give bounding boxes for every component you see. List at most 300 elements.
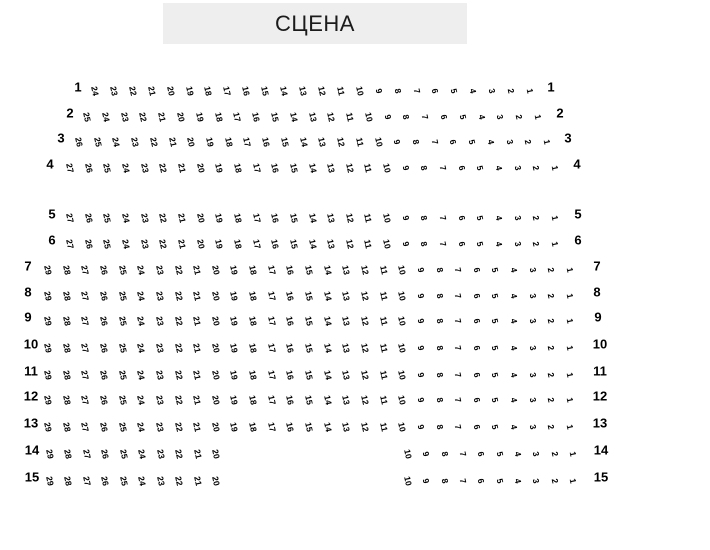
seat[interactable]: 19: [228, 342, 240, 354]
seat[interactable]: 15: [303, 264, 315, 276]
seat[interactable]: 26: [98, 342, 110, 354]
seat[interactable]: 5: [489, 344, 501, 352]
seat[interactable]: 11: [378, 264, 390, 276]
seat[interactable]: 20: [210, 448, 222, 460]
seat[interactable]: 8: [418, 240, 430, 248]
seat[interactable]: 5: [474, 240, 486, 248]
seat[interactable]: 6: [471, 423, 483, 431]
seat[interactable]: 20: [195, 238, 207, 250]
seat[interactable]: 25: [92, 136, 104, 148]
seat[interactable]: 7: [452, 317, 464, 325]
seat[interactable]: 14: [307, 238, 319, 250]
seat[interactable]: 14: [307, 162, 319, 174]
seat[interactable]: 9: [400, 240, 412, 248]
seat[interactable]: 23: [154, 290, 166, 302]
seat[interactable]: 16: [284, 394, 296, 406]
seat[interactable]: 8: [434, 292, 446, 300]
seat[interactable]: 24: [136, 475, 148, 487]
seat[interactable]: 16: [284, 290, 296, 302]
seat[interactable]: 1: [564, 371, 576, 379]
seat[interactable]: 11: [344, 111, 356, 123]
seat[interactable]: 4: [508, 423, 520, 431]
seat[interactable]: 26: [73, 136, 85, 148]
seat[interactable]: 12: [359, 369, 371, 381]
seat[interactable]: 15: [288, 212, 300, 224]
seat[interactable]: 25: [118, 475, 130, 487]
seat[interactable]: 29: [42, 342, 54, 354]
seat[interactable]: 11: [378, 290, 390, 302]
seat[interactable]: 1: [532, 113, 544, 121]
seat[interactable]: 10: [396, 315, 408, 327]
seat[interactable]: 10: [381, 162, 393, 174]
seat[interactable]: 9: [415, 344, 427, 352]
seat[interactable]: 3: [494, 113, 506, 121]
seat[interactable]: 29: [42, 421, 54, 433]
seat[interactable]: 6: [456, 214, 468, 222]
seat[interactable]: 10: [373, 136, 385, 148]
seat[interactable]: 21: [176, 238, 188, 250]
seat[interactable]: 14: [322, 315, 334, 327]
seat[interactable]: 12: [359, 394, 371, 406]
seat[interactable]: 20: [175, 111, 187, 123]
seat[interactable]: 23: [154, 369, 166, 381]
seat[interactable]: 16: [284, 421, 296, 433]
seat[interactable]: 21: [192, 448, 204, 460]
seat[interactable]: 7: [452, 292, 464, 300]
seat[interactable]: 17: [266, 421, 278, 433]
seat[interactable]: 17: [266, 394, 278, 406]
seat[interactable]: 12: [344, 162, 356, 174]
seat[interactable]: 11: [354, 136, 366, 148]
seat[interactable]: 2: [545, 317, 557, 325]
seat[interactable]: 9: [391, 138, 403, 146]
seat[interactable]: 20: [195, 212, 207, 224]
seat[interactable]: 19: [213, 162, 225, 174]
seat[interactable]: 23: [154, 264, 166, 276]
seat[interactable]: 22: [173, 342, 185, 354]
seat[interactable]: 4: [485, 138, 497, 146]
seat[interactable]: 22: [173, 369, 185, 381]
seat[interactable]: 8: [434, 396, 446, 404]
seat[interactable]: 25: [117, 421, 129, 433]
seat[interactable]: 27: [81, 475, 93, 487]
seat[interactable]: 13: [325, 212, 337, 224]
seat[interactable]: 3: [527, 317, 539, 325]
seat[interactable]: 27: [79, 369, 91, 381]
seat[interactable]: 4: [508, 396, 520, 404]
seat[interactable]: 28: [61, 421, 73, 433]
seat[interactable]: 23: [154, 394, 166, 406]
seat[interactable]: 14: [322, 421, 334, 433]
seat[interactable]: 22: [173, 315, 185, 327]
seat[interactable]: 27: [79, 264, 91, 276]
seat[interactable]: 27: [79, 290, 91, 302]
seat[interactable]: 12: [344, 212, 356, 224]
seat[interactable]: 18: [232, 212, 244, 224]
seat[interactable]: 17: [266, 264, 278, 276]
seat[interactable]: 2: [549, 477, 561, 485]
seat[interactable]: 10: [396, 421, 408, 433]
seat[interactable]: 15: [303, 369, 315, 381]
seat[interactable]: 22: [127, 85, 139, 97]
seat[interactable]: 2: [530, 214, 542, 222]
seat[interactable]: 7: [437, 240, 449, 248]
seat[interactable]: 14: [298, 136, 310, 148]
seat[interactable]: 16: [269, 162, 281, 174]
seat[interactable]: 1: [549, 164, 561, 172]
seat[interactable]: 8: [434, 423, 446, 431]
seat[interactable]: 20: [210, 394, 222, 406]
seat[interactable]: 18: [232, 162, 244, 174]
seat[interactable]: 19: [213, 238, 225, 250]
seat[interactable]: 4: [493, 240, 505, 248]
seat[interactable]: 8: [439, 477, 451, 485]
seat[interactable]: 16: [269, 212, 281, 224]
seat[interactable]: 9: [420, 450, 432, 458]
seat[interactable]: 1: [564, 317, 576, 325]
seat[interactable]: 4: [508, 292, 520, 300]
seat[interactable]: 10: [396, 342, 408, 354]
seat[interactable]: 22: [173, 475, 185, 487]
seat[interactable]: 5: [489, 266, 501, 274]
seat[interactable]: 7: [452, 371, 464, 379]
seat[interactable]: 9: [415, 266, 427, 274]
seat[interactable]: 19: [184, 85, 196, 97]
seat[interactable]: 27: [79, 421, 91, 433]
seat[interactable]: 15: [288, 238, 300, 250]
seat[interactable]: 18: [202, 85, 214, 97]
seat[interactable]: 27: [64, 238, 76, 250]
seat[interactable]: 5: [489, 292, 501, 300]
seat[interactable]: 26: [83, 212, 95, 224]
seat[interactable]: 9: [400, 214, 412, 222]
seat[interactable]: 20: [165, 85, 177, 97]
seat[interactable]: 24: [135, 369, 147, 381]
seat[interactable]: 13: [340, 369, 352, 381]
seat[interactable]: 16: [269, 238, 281, 250]
seat[interactable]: 5: [474, 164, 486, 172]
seat[interactable]: 9: [415, 292, 427, 300]
seat[interactable]: 11: [362, 212, 374, 224]
seat[interactable]: 5: [489, 371, 501, 379]
seat[interactable]: 5: [494, 450, 506, 458]
seat[interactable]: 4: [508, 266, 520, 274]
seat[interactable]: 14: [322, 369, 334, 381]
seat[interactable]: 3: [504, 138, 516, 146]
seat[interactable]: 23: [139, 162, 151, 174]
seat[interactable]: 9: [400, 164, 412, 172]
seat[interactable]: 6: [471, 292, 483, 300]
seat[interactable]: 14: [322, 342, 334, 354]
seat[interactable]: 16: [260, 136, 272, 148]
seat[interactable]: 6: [475, 477, 487, 485]
seat[interactable]: 25: [101, 212, 113, 224]
seat[interactable]: 27: [79, 315, 91, 327]
seat[interactable]: 17: [251, 212, 263, 224]
seat[interactable]: 1: [564, 292, 576, 300]
seat[interactable]: 23: [154, 315, 166, 327]
seat[interactable]: 21: [146, 85, 158, 97]
seat[interactable]: 14: [322, 394, 334, 406]
seat[interactable]: 12: [335, 136, 347, 148]
seat[interactable]: 9: [420, 477, 432, 485]
seat[interactable]: 13: [297, 85, 309, 97]
seat[interactable]: 23: [139, 212, 151, 224]
seat[interactable]: 16: [240, 85, 252, 97]
seat[interactable]: 15: [288, 162, 300, 174]
seat[interactable]: 27: [64, 212, 76, 224]
seat[interactable]: 16: [284, 264, 296, 276]
seat[interactable]: 12: [325, 111, 337, 123]
seat[interactable]: 5: [489, 317, 501, 325]
seat[interactable]: 8: [418, 214, 430, 222]
seat[interactable]: 1: [549, 240, 561, 248]
seat[interactable]: 4: [512, 477, 524, 485]
seat[interactable]: 21: [191, 290, 203, 302]
seat[interactable]: 6: [471, 396, 483, 404]
seat[interactable]: 11: [335, 85, 347, 97]
seat[interactable]: 17: [231, 111, 243, 123]
seat[interactable]: 14: [322, 264, 334, 276]
seat[interactable]: 25: [117, 290, 129, 302]
seat[interactable]: 21: [156, 111, 168, 123]
seat[interactable]: 11: [378, 342, 390, 354]
seat[interactable]: 8: [392, 87, 404, 95]
seat[interactable]: 6: [471, 317, 483, 325]
seat[interactable]: 5: [494, 477, 506, 485]
seat[interactable]: 6: [456, 164, 468, 172]
seat[interactable]: 21: [192, 475, 204, 487]
seat[interactable]: 12: [359, 342, 371, 354]
seat[interactable]: 29: [42, 290, 54, 302]
seat[interactable]: 21: [191, 342, 203, 354]
seat[interactable]: 1: [564, 266, 576, 274]
seat[interactable]: 20: [210, 264, 222, 276]
seat[interactable]: 7: [437, 214, 449, 222]
seat[interactable]: 28: [61, 394, 73, 406]
seat[interactable]: 22: [137, 111, 149, 123]
seat[interactable]: 23: [129, 136, 141, 148]
seat[interactable]: 24: [120, 238, 132, 250]
seat[interactable]: 19: [228, 394, 240, 406]
seat[interactable]: 4: [508, 317, 520, 325]
seat[interactable]: 23: [119, 111, 131, 123]
seat[interactable]: 24: [120, 212, 132, 224]
seat[interactable]: 26: [83, 238, 95, 250]
seat[interactable]: 5: [489, 396, 501, 404]
seat[interactable]: 28: [61, 342, 73, 354]
seat[interactable]: 21: [191, 421, 203, 433]
seat[interactable]: 27: [79, 394, 91, 406]
seat[interactable]: 26: [83, 162, 95, 174]
seat[interactable]: 1: [549, 214, 561, 222]
seat[interactable]: 20: [210, 369, 222, 381]
seat[interactable]: 22: [173, 290, 185, 302]
seat[interactable]: 4: [467, 87, 479, 95]
seat[interactable]: 20: [195, 162, 207, 174]
seat[interactable]: 7: [429, 138, 441, 146]
seat[interactable]: 7: [411, 87, 423, 95]
seat[interactable]: 23: [155, 475, 167, 487]
seat[interactable]: 4: [512, 450, 524, 458]
seat[interactable]: 4: [493, 214, 505, 222]
seat[interactable]: 9: [382, 113, 394, 121]
seat[interactable]: 7: [452, 423, 464, 431]
seat[interactable]: 28: [61, 290, 73, 302]
seat[interactable]: 23: [154, 421, 166, 433]
seat[interactable]: 23: [154, 342, 166, 354]
seat[interactable]: 19: [228, 421, 240, 433]
seat[interactable]: 12: [316, 85, 328, 97]
seat[interactable]: 21: [191, 394, 203, 406]
seat[interactable]: 19: [194, 111, 206, 123]
seat[interactable]: 27: [64, 162, 76, 174]
seat[interactable]: 16: [284, 315, 296, 327]
seat[interactable]: 24: [120, 162, 132, 174]
seat[interactable]: 15: [279, 136, 291, 148]
seat[interactable]: 8: [434, 344, 446, 352]
seat[interactable]: 5: [457, 113, 469, 121]
seat[interactable]: 9: [415, 317, 427, 325]
seat[interactable]: 25: [117, 315, 129, 327]
seat[interactable]: 28: [61, 315, 73, 327]
seat[interactable]: 22: [173, 421, 185, 433]
seat[interactable]: 6: [475, 450, 487, 458]
seat[interactable]: 22: [157, 238, 169, 250]
seat[interactable]: 10: [396, 394, 408, 406]
seat[interactable]: 11: [378, 421, 390, 433]
seat[interactable]: 2: [545, 371, 557, 379]
seat[interactable]: 8: [439, 450, 451, 458]
seat[interactable]: 20: [185, 136, 197, 148]
seat[interactable]: 17: [251, 162, 263, 174]
seat[interactable]: 7: [452, 266, 464, 274]
seat[interactable]: 19: [228, 369, 240, 381]
seat[interactable]: 26: [98, 421, 110, 433]
seat[interactable]: 25: [101, 238, 113, 250]
seat[interactable]: 20: [210, 315, 222, 327]
seat[interactable]: 21: [191, 264, 203, 276]
seat[interactable]: 10: [402, 448, 414, 460]
seat[interactable]: 10: [402, 475, 414, 487]
seat[interactable]: 28: [61, 264, 73, 276]
seat[interactable]: 15: [303, 315, 315, 327]
seat[interactable]: 2: [545, 396, 557, 404]
seat[interactable]: 5: [466, 138, 478, 146]
seat[interactable]: 7: [457, 477, 469, 485]
seat[interactable]: 11: [378, 315, 390, 327]
seat[interactable]: 6: [447, 138, 459, 146]
seat[interactable]: 2: [530, 164, 542, 172]
seat[interactable]: 10: [363, 111, 375, 123]
seat[interactable]: 11: [378, 369, 390, 381]
seat[interactable]: 13: [307, 111, 319, 123]
seat[interactable]: 20: [210, 421, 222, 433]
seat[interactable]: 7: [452, 396, 464, 404]
seat[interactable]: 22: [157, 212, 169, 224]
seat[interactable]: 2: [545, 423, 557, 431]
seat[interactable]: 14: [288, 111, 300, 123]
seat[interactable]: 9: [415, 423, 427, 431]
seat[interactable]: 1: [567, 450, 579, 458]
seat[interactable]: 27: [81, 448, 93, 460]
seat[interactable]: 5: [448, 87, 460, 95]
seat[interactable]: 1: [541, 138, 553, 146]
seat[interactable]: 26: [98, 264, 110, 276]
seat[interactable]: 2: [549, 450, 561, 458]
seat[interactable]: 7: [452, 344, 464, 352]
seat[interactable]: 2: [545, 344, 557, 352]
seat[interactable]: 17: [251, 238, 263, 250]
seat[interactable]: 21: [191, 315, 203, 327]
seat[interactable]: 20: [210, 475, 222, 487]
seat[interactable]: 22: [173, 394, 185, 406]
seat[interactable]: 3: [527, 371, 539, 379]
seat[interactable]: 25: [117, 369, 129, 381]
seat[interactable]: 29: [42, 315, 54, 327]
seat[interactable]: 13: [340, 342, 352, 354]
seat[interactable]: 25: [117, 264, 129, 276]
seat[interactable]: 26: [98, 290, 110, 302]
seat[interactable]: 18: [213, 111, 225, 123]
seat[interactable]: 15: [303, 290, 315, 302]
seat[interactable]: 24: [136, 448, 148, 460]
seat[interactable]: 18: [232, 238, 244, 250]
seat[interactable]: 28: [62, 448, 74, 460]
seat[interactable]: 1: [564, 423, 576, 431]
seat[interactable]: 28: [62, 475, 74, 487]
seat[interactable]: 12: [359, 421, 371, 433]
seat[interactable]: 29: [42, 369, 54, 381]
seat[interactable]: 26: [98, 369, 110, 381]
seat[interactable]: 19: [228, 264, 240, 276]
seat[interactable]: 27: [79, 342, 91, 354]
seat[interactable]: 24: [110, 136, 122, 148]
seat[interactable]: 24: [135, 394, 147, 406]
seat[interactable]: 19: [213, 212, 225, 224]
seat[interactable]: 23: [108, 85, 120, 97]
seat[interactable]: 3: [486, 87, 498, 95]
seat[interactable]: 13: [340, 394, 352, 406]
seat[interactable]: 2: [505, 87, 517, 95]
seat[interactable]: 21: [191, 369, 203, 381]
seat[interactable]: 6: [471, 266, 483, 274]
seat[interactable]: 6: [471, 371, 483, 379]
seat[interactable]: 17: [241, 136, 253, 148]
seat[interactable]: 6: [456, 240, 468, 248]
seat[interactable]: 17: [266, 342, 278, 354]
seat[interactable]: 17: [266, 315, 278, 327]
seat[interactable]: 10: [396, 264, 408, 276]
seat[interactable]: 24: [135, 421, 147, 433]
seat[interactable]: 18: [247, 315, 259, 327]
seat[interactable]: 10: [396, 290, 408, 302]
seat[interactable]: 17: [221, 85, 233, 97]
seat[interactable]: 3: [527, 423, 539, 431]
seat[interactable]: 2: [545, 266, 557, 274]
seat[interactable]: 16: [250, 111, 262, 123]
seat[interactable]: 15: [303, 394, 315, 406]
seat[interactable]: 10: [381, 212, 393, 224]
seat[interactable]: 26: [98, 315, 110, 327]
seat[interactable]: 13: [340, 290, 352, 302]
seat[interactable]: 8: [410, 138, 422, 146]
seat[interactable]: 3: [530, 450, 542, 458]
seat[interactable]: 26: [99, 475, 111, 487]
seat[interactable]: 8: [434, 266, 446, 274]
seat[interactable]: 19: [228, 290, 240, 302]
seat[interactable]: 6: [429, 87, 441, 95]
